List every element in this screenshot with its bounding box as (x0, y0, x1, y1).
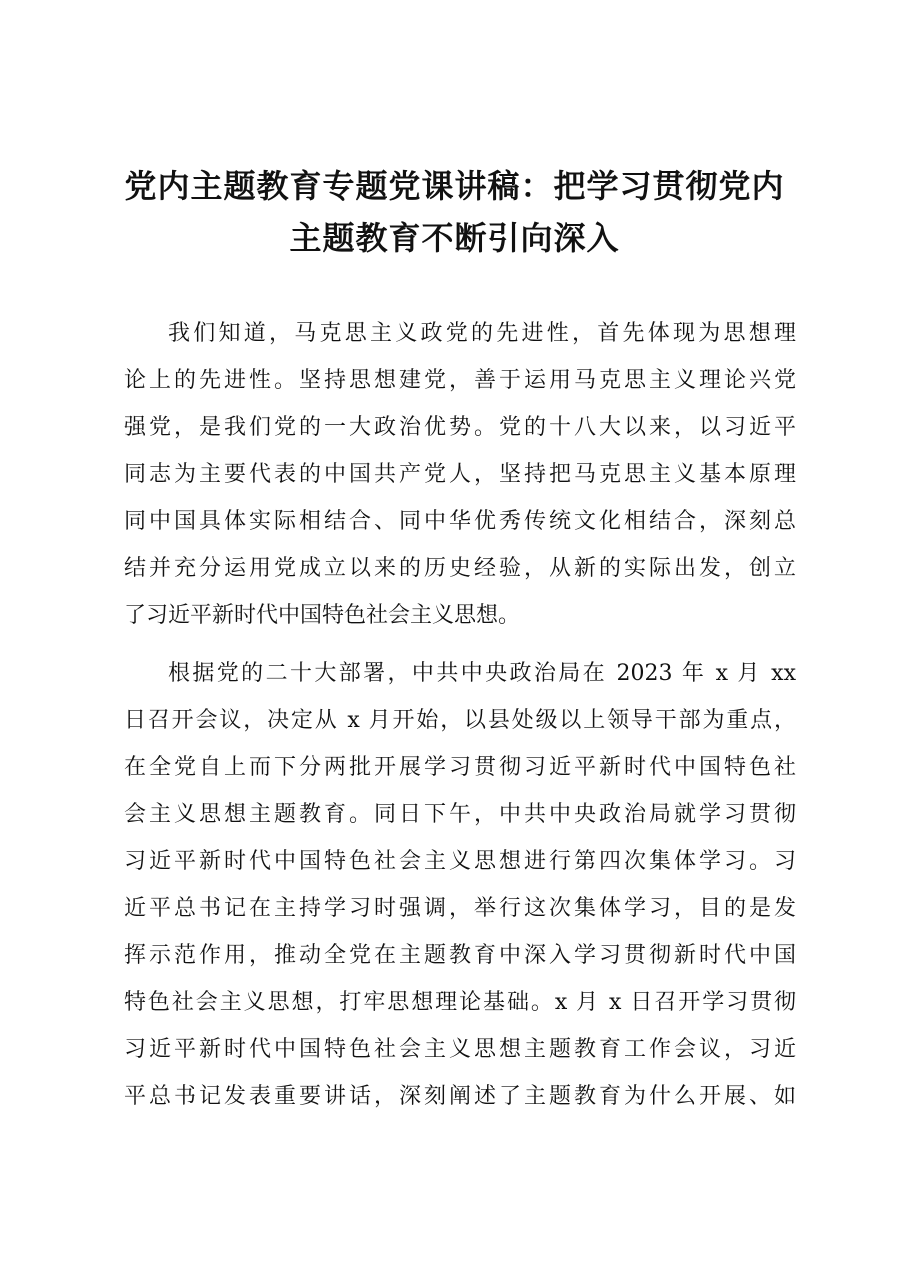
text-line: 强党，是我们党的一大政治优势。党的十八大以来，以习近平 (124, 415, 796, 440)
text-line: 我们知道，马克思主义政党的先进性，首先体现为思想理 (168, 321, 796, 346)
paragraph-1 (124, 310, 796, 639)
title-line: 主题教育不断引向深入 (289, 219, 620, 257)
title-line: 党内主题教育专题党课讲稿：把学习贯彻党内 (124, 167, 785, 205)
text-line: 根据党的二十大部署，中共中央政治局在 2023 年 x 月 xx (168, 661, 796, 686)
text-line: 近平总书记在主持学习时强调，举行这次集体学习，目的是发 (124, 896, 796, 921)
text-line: 会主义思想主题教育。同日下午，中共中央政治局就学习贯彻 (124, 802, 796, 827)
text-line: 日召开会议，决定从 x 月开始，以县处级以上领导干部为重点， (124, 708, 796, 733)
text-line: 平总书记发表重要讲话，深刻阐述了主题教育为什么开展、如 (124, 1084, 796, 1109)
document-title (100, 160, 809, 264)
text-line: 同志为主要代表的中国共产党人，坚持把马克思主义基本原理 (124, 462, 796, 487)
text-line: 特色社会主义思想，打牢思想理论基础。x 月 x 日召开学习贯彻 (124, 990, 796, 1015)
text-line: 习近平新时代中国特色社会主义思想进行第四次集体学习。习 (124, 849, 796, 874)
paragraph-2 (124, 650, 796, 1120)
text-line: 挥示范作用，推动全党在主题教育中深入学习贯彻新时代中国 (124, 943, 796, 968)
text-line: 了习近平新时代中国特色社会主义思想。 (124, 603, 521, 628)
text-line: 在全党自上而下分两批开展学习贯彻习近平新时代中国特色社 (124, 755, 796, 780)
text-line: 结并充分运用党成立以来的历史经验，从新的实际出发，创立 (124, 556, 796, 581)
text-line: 习近平新时代中国特色社会主义思想主题教育工作会议，习近 (124, 1037, 796, 1062)
text-line: 同中国具体实际相结合、同中华优秀传统文化相结合，深刻总 (124, 509, 796, 534)
text-line: 论上的先进性。坚持思想建党，善于运用马克思主义理论兴党 (124, 368, 796, 393)
document-body (124, 310, 796, 1131)
